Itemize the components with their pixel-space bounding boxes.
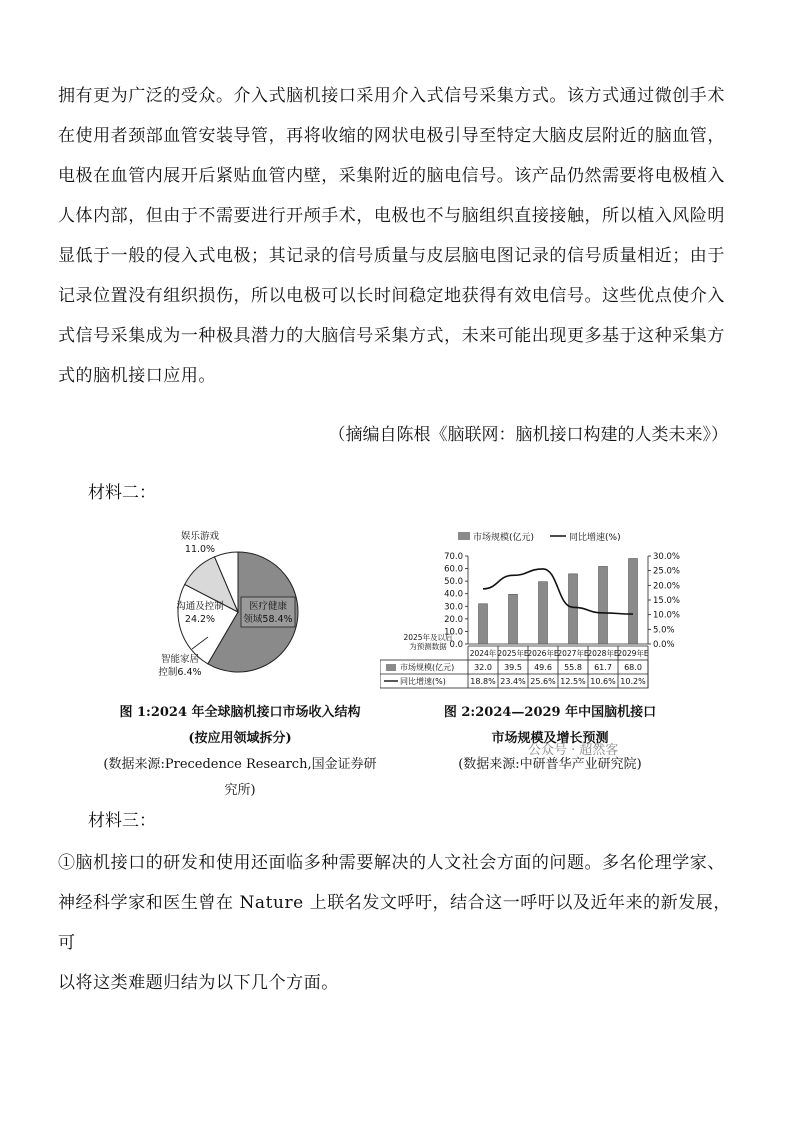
pie-slice-label: 领域58.4% bbox=[243, 614, 293, 625]
figure2-caption-source: (数据来源:中研普华产业研究院) bbox=[458, 757, 642, 772]
left-tick-label: 10.0 bbox=[444, 627, 463, 638]
left-tick-label: 0.0 bbox=[449, 640, 463, 650]
figure1-caption-title: 图 1:2024 年全球脑机接口市场收入结构 bbox=[119, 705, 361, 720]
growth-value-label: 10.2% bbox=[620, 677, 646, 686]
growth-line bbox=[483, 569, 633, 614]
legend-bar-label: 市场规模(亿元) bbox=[473, 533, 535, 543]
bar bbox=[509, 594, 518, 644]
figure1-caption bbox=[100, 700, 380, 804]
pie-slice-label: 沟通及控制 bbox=[176, 601, 224, 612]
bar-value-label: 55.8 bbox=[564, 663, 582, 672]
left-tick-label: 20.0 bbox=[444, 614, 463, 625]
figure2-caption-title: 图 2:2024—2029 年中国脑机接口 bbox=[443, 705, 657, 720]
pie-slice-label: 医疗健康 bbox=[248, 601, 288, 612]
bar bbox=[569, 574, 578, 644]
material3-paragraph bbox=[58, 843, 742, 1003]
legend-bar-swatch bbox=[458, 532, 470, 540]
left-tick-label: 40.0 bbox=[444, 589, 463, 600]
pie-chart bbox=[150, 525, 330, 685]
right-tick-label: 25.0% bbox=[653, 566, 680, 577]
text-line: 电极在血管内展开后紧贴血管内壁，采集附近的脑电信号。该产品仍然需要将电极植入 bbox=[58, 166, 725, 186]
left-tick-label: 30.0 bbox=[444, 602, 463, 613]
bar-value-label: 39.5 bbox=[504, 663, 522, 672]
bar bbox=[629, 559, 638, 644]
category-label: 2027年E bbox=[557, 649, 589, 658]
text-line: 在使用者颈部血管安装导管，再将收缩的网状电极引导至特定大脑皮层附近的脑血管， bbox=[58, 126, 725, 146]
right-tick-label: 10.0% bbox=[653, 610, 680, 621]
category-label: 2029年E bbox=[617, 649, 649, 658]
growth-value-label: 12.5% bbox=[560, 677, 586, 686]
right-tick-label: 30.0% bbox=[653, 552, 680, 562]
growth-value-label: 23.4% bbox=[500, 677, 526, 686]
text-line: 记录位置没有组织损伤，所以电极可以长时间稳定地获得有效电信号。这些优点使介入 bbox=[58, 286, 725, 306]
text-line: 式信号采集成为一种极具潜力的大脑信号采集方式，未来可能出现更多基于这种采集方 bbox=[58, 326, 725, 346]
text-line: 以将这类难题归结为以下几个方面。 bbox=[58, 973, 339, 993]
text-line: 显低于一般的侵入式电极；其记录的信号质量与皮层脑电图记录的信号质量相近；由于 bbox=[58, 246, 725, 266]
pie-slice-label: 控制6.4% bbox=[158, 667, 202, 678]
table-bar-swatch bbox=[386, 664, 396, 671]
text-line: ①脑机接口的研发和使用还面临多种需要解决的人文社会方面的问题。多名伦理学家、 bbox=[58, 853, 725, 873]
market-chart bbox=[380, 528, 680, 693]
left-tick-label: 50.0 bbox=[444, 577, 463, 588]
bar-value-label: 49.6 bbox=[534, 663, 552, 672]
text-line: 人体内部，但由于不需要进行开颅手术，电极也不与脑组织直接接触，所以植入风险明 bbox=[58, 206, 725, 226]
bar bbox=[539, 582, 548, 644]
material1-source: （摘编自陈根《脑联网：脑机接口构建的人类未来》） bbox=[328, 425, 728, 445]
category-label: 2028年E bbox=[587, 649, 619, 658]
pie-slice-label: 智能家居 bbox=[160, 654, 200, 665]
legend-line-label: 同比增速(%) bbox=[569, 533, 621, 543]
growth-value-label: 25.6% bbox=[530, 677, 556, 686]
material2-heading: 材料二： bbox=[88, 483, 156, 503]
table-row-header: 市场规模(亿元) bbox=[400, 663, 455, 672]
forecast-note: 为预测数据 bbox=[409, 642, 447, 651]
pie-slice-label: 11.0% bbox=[184, 544, 216, 555]
forecast-note: 2025年及以后 bbox=[403, 633, 453, 642]
text-line: 式的脑机接口应用。 bbox=[58, 366, 216, 386]
bar-value-label: 32.0 bbox=[474, 663, 492, 672]
category-label: 2026年E bbox=[527, 649, 559, 658]
growth-value-label: 10.6% bbox=[590, 677, 616, 686]
figure2-caption-subtitle: 市场规模及增长预测 bbox=[491, 731, 609, 746]
bar-value-label: 68.0 bbox=[624, 663, 642, 672]
figure1-caption-source: (数据来源:Precedence Research,国金证券研究所) bbox=[103, 757, 377, 798]
text-line: 拥有更为广泛的受众。介入式脑机接口采用介入式信号采集方式。该方式通过微创手术 bbox=[58, 86, 725, 106]
right-tick-label: 5.0% bbox=[653, 625, 675, 636]
right-tick-label: 20.0% bbox=[653, 581, 680, 592]
table-row-header: 同比增速(%) bbox=[400, 677, 446, 686]
text-line: 神经科学家和医生曾在 Nature 上联名发文呼吁，结合这一呼吁以及近年来的新发展，可 bbox=[58, 893, 731, 953]
bar bbox=[599, 566, 608, 644]
bar-value-label: 61.7 bbox=[594, 663, 612, 672]
bar bbox=[479, 604, 488, 644]
material3-heading: 材料三： bbox=[88, 811, 156, 831]
growth-value-label: 18.8% bbox=[470, 677, 496, 686]
right-tick-label: 0.0% bbox=[653, 640, 675, 650]
watermark: 公众号 · 超然客 bbox=[528, 743, 619, 758]
right-tick-label: 15.0% bbox=[653, 596, 680, 606]
left-tick-label: 60.0 bbox=[444, 564, 463, 575]
category-label: 2024年 bbox=[469, 649, 497, 658]
pie-slice-label: 24.2% bbox=[184, 614, 216, 625]
figure1-caption-subtitle: (按应用领域拆分) bbox=[188, 731, 292, 746]
category-label: 2025年E bbox=[497, 649, 529, 658]
pie-slice-label: 娱乐游戏 bbox=[180, 531, 220, 542]
left-tick-label: 70.0 bbox=[444, 552, 463, 562]
material1-paragraph bbox=[58, 76, 742, 396]
